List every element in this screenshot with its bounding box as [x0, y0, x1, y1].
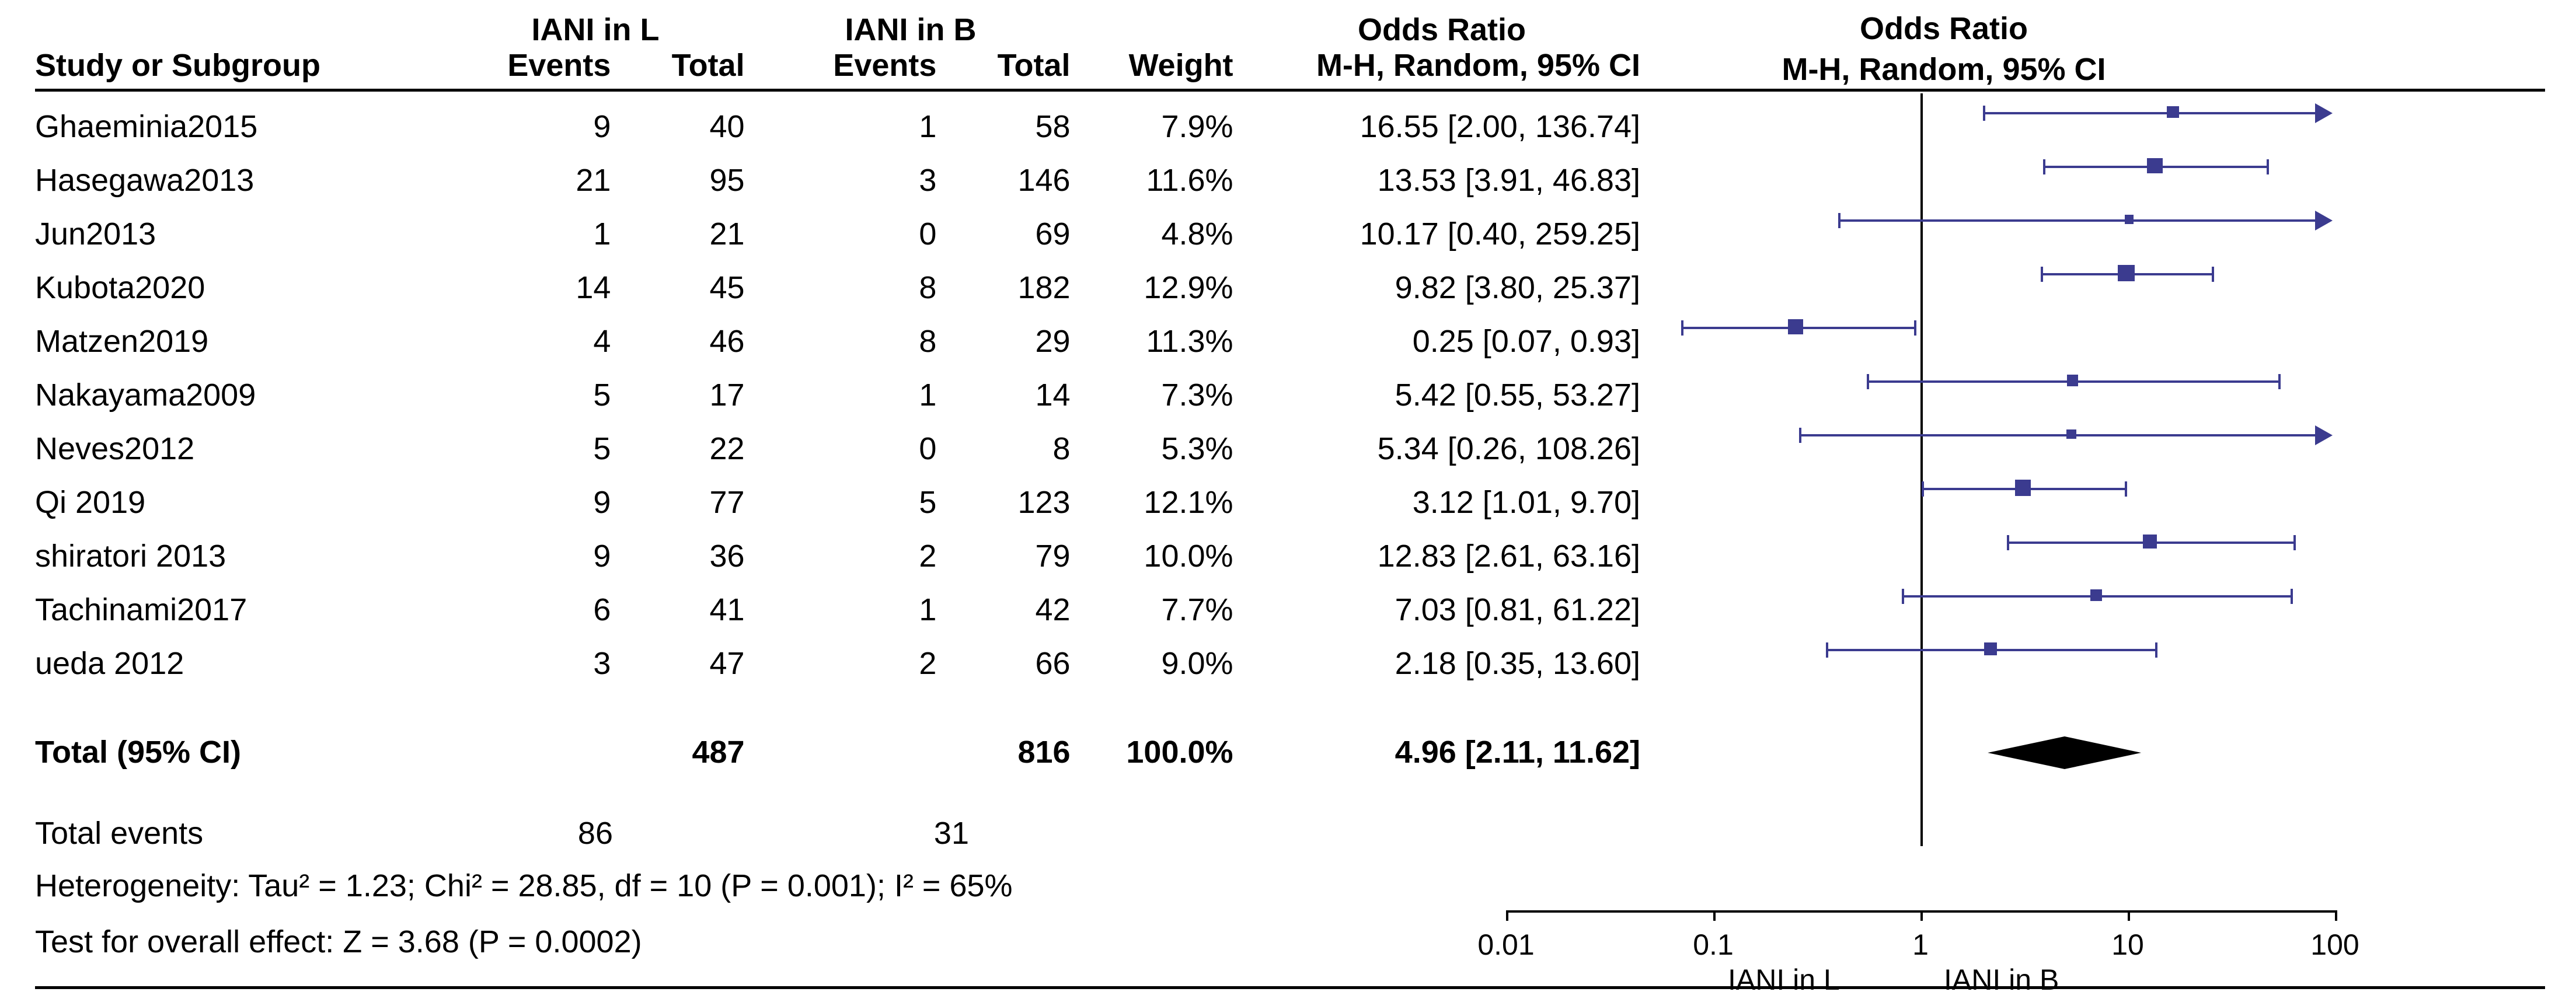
group-header-row — [35, 12, 1646, 48]
effect-size-marker — [2125, 215, 2134, 224]
effect-size-marker — [1788, 319, 1803, 334]
cell-or-ci: 5.34 [0.26, 108.26] — [1377, 431, 1641, 466]
effect-size-marker — [2143, 535, 2157, 549]
ci-arrow-right — [2315, 103, 2333, 123]
table-row — [35, 212, 1646, 256]
cell-or-ci: 13.53 [3.91, 46.83] — [1377, 163, 1641, 198]
group-header-ianil: IANI in L — [531, 12, 660, 47]
x-axis-tick-label: 0.01 — [1477, 928, 1535, 961]
cell-or-ci: 12.83 [2.61, 63.16] — [1377, 539, 1641, 574]
table-row — [35, 481, 1646, 524]
ci-cap-left — [1922, 481, 1924, 497]
cell-study: Ghaeminia2015 — [35, 109, 258, 144]
ci-cap-left — [1799, 428, 1801, 443]
column-header-row — [35, 48, 1646, 86]
cell-weight: 100.0% — [1126, 735, 1233, 770]
cell-weight: 7.9% — [1161, 109, 1233, 144]
group-header-weight-blank — [1074, 12, 1238, 48]
overall-effect-note: Test for overall effect: Z = 3.68 (P = 0.0002) — [35, 924, 642, 959]
cell-total-b: 42 — [1035, 592, 1071, 627]
ci-arrow-right — [2315, 211, 2333, 230]
group-header-blank — [35, 12, 444, 48]
col-weight: Weight — [1128, 48, 1233, 83]
col-total-l: Total — [671, 48, 745, 83]
cell-total-l: 77 — [709, 485, 745, 520]
ci-cap-right — [2293, 535, 2296, 550]
effect-size-marker — [1984, 642, 1997, 655]
cell-weight: 7.3% — [1161, 378, 1233, 413]
table-row — [35, 535, 1646, 578]
cell-study: Total (95% CI) — [35, 735, 242, 770]
table-row — [35, 731, 1646, 774]
cell-weight: 9.0% — [1161, 646, 1233, 681]
group-header-ianib: IANI in B — [845, 12, 977, 47]
col-study: Study or Subgroup — [35, 48, 320, 83]
cell-study: Kubota2020 — [35, 270, 205, 305]
ci-cap-left — [1983, 106, 1985, 121]
table-row — [35, 588, 1646, 631]
x-axis-tick-label: 1 — [1912, 928, 1929, 961]
cell-total-b: 29 — [1035, 324, 1071, 359]
cell-events-b: 2 — [919, 646, 937, 681]
table-row — [35, 159, 1646, 202]
ci-cap-left — [1838, 213, 1841, 228]
cell-or-ci: 16.55 [2.00, 136.74] — [1360, 109, 1641, 144]
cell-total-l: 45 — [709, 270, 745, 305]
cell-total-b: 123 — [1017, 485, 1071, 520]
ci-cap-left — [1681, 320, 1683, 336]
col-events-l: Events — [507, 48, 611, 83]
heterogeneity-note: Heterogeneity: Tau² = 1.23; Chi² = 28.85, df = 10 (P = 0.001); I² = 65% — [35, 868, 1013, 903]
x-axis-tick — [2128, 910, 2130, 921]
ci-cap-left — [1902, 589, 1904, 604]
cell-events-l: 5 — [593, 378, 611, 413]
ci-cap-left — [1867, 374, 1869, 389]
cell-total-l: 22 — [709, 431, 745, 466]
effect-size-marker — [2167, 106, 2179, 118]
cell-weight: 7.7% — [1161, 592, 1233, 627]
cell-total-b: 69 — [1035, 216, 1071, 252]
effect-size-marker — [2015, 480, 2031, 495]
ci-cap-right — [2267, 159, 2269, 174]
confidence-interval-line — [1838, 219, 2315, 222]
cell-total-b: 146 — [1017, 163, 1071, 198]
cell-weight: 11.3% — [1146, 324, 1233, 359]
cell-study: Qi 2019 — [35, 485, 146, 520]
ci-cap-left — [2041, 267, 2043, 282]
cell-weight: 12.9% — [1144, 270, 1233, 305]
cell-or-ci: 2.18 [0.35, 13.60] — [1395, 646, 1641, 681]
axis-label-left: IANI in L — [1728, 963, 1840, 996]
group-header-oddsratio: Odds Ratio — [1357, 12, 1526, 47]
table-row — [35, 642, 1646, 685]
cell-events-l: 4 — [593, 324, 611, 359]
cell-or-ci: 4.96 [2.11, 11.62] — [1395, 735, 1641, 770]
ci-cap-left — [2043, 159, 2045, 174]
cell-total-b: 66 — [1035, 646, 1071, 681]
cell-total-b: 182 — [1017, 270, 1071, 305]
cell-total-b: 8 — [1052, 431, 1071, 466]
col-events-b: Events — [833, 48, 937, 83]
cell-study: Neves2012 — [35, 431, 195, 466]
effect-size-marker — [2118, 265, 2135, 282]
cell-total-l: 36 — [709, 539, 745, 574]
cell-events-b: 1 — [919, 109, 937, 144]
x-axis-tick-label: 100 — [2310, 928, 2359, 961]
plot-subtitle: M-H, Random, 95% CI — [1782, 52, 2106, 87]
x-axis-tick-label: 10 — [2111, 928, 2144, 961]
x-axis-tick-label: 0.1 — [1693, 928, 1734, 961]
x-axis-tick — [1713, 910, 1716, 921]
cell-or-ci: 3.12 [1.01, 9.70] — [1412, 485, 1641, 520]
cell-events-b: 3 — [919, 163, 937, 198]
cell-events-b: 2 — [919, 539, 937, 574]
cell-events-b: 5 — [919, 485, 937, 520]
axis-label-right: IANI in B — [1944, 963, 2059, 996]
cell-events-b: 1 — [919, 378, 937, 413]
cell-total-l: 487 — [692, 735, 745, 770]
cell-total-l: 17 — [709, 378, 745, 413]
cell-study: Jun2013 — [35, 216, 156, 252]
total-events-row — [35, 815, 969, 851]
ci-cap-left — [1826, 642, 1828, 658]
cell-or-ci: 0.25 [0.07, 0.93] — [1412, 324, 1641, 359]
cell-events-l: 1 — [593, 216, 611, 252]
cell-total-l: 41 — [709, 592, 745, 627]
cell-total-l: 47 — [709, 646, 745, 681]
cell-total-b: 14 — [1035, 378, 1071, 413]
col-total-b: Total — [997, 48, 1071, 83]
confidence-interval-line — [1983, 112, 2315, 114]
table-row — [35, 427, 1646, 470]
cell-events-b: 1 — [919, 592, 937, 627]
ci-cap-right — [2155, 642, 2157, 658]
effect-size-marker — [2066, 429, 2076, 439]
x-axis-tick — [2335, 910, 2337, 921]
ci-cap-right — [2212, 267, 2214, 282]
cell-events-l: 6 — [593, 592, 611, 627]
cell-total-b: 58 — [1035, 109, 1071, 144]
results-table — [35, 12, 1646, 86]
cell-weight: 11.6% — [1146, 163, 1233, 198]
plot-title: Odds Ratio — [1859, 11, 2028, 46]
cell-weight: 4.8% — [1161, 216, 1233, 252]
cell-weight: 5.3% — [1161, 431, 1233, 466]
ci-arrow-right — [2315, 425, 2333, 445]
cell-study: Tachinami2017 — [35, 592, 248, 627]
x-axis-tick — [1506, 910, 1508, 921]
cell-total-b: 816 — [1017, 735, 1071, 770]
cell-or-ci: 10.17 [0.40, 259.25] — [1360, 216, 1641, 252]
cell-events-l: 5 — [593, 431, 611, 466]
cell-study: ueda 2012 — [35, 646, 184, 681]
effect-size-marker — [2090, 589, 2102, 601]
cell-total-l: 95 — [709, 163, 745, 198]
null-effect-line — [1920, 93, 1923, 846]
cell-events-b: 8 — [919, 324, 937, 359]
cell-total-l: 46 — [709, 324, 745, 359]
ci-cap-right — [2125, 481, 2127, 497]
cell-study: Matzen2019 — [35, 324, 209, 359]
cell-weight: 12.1% — [1144, 485, 1233, 520]
table-row — [35, 266, 1646, 309]
total-events-b: 31 — [933, 816, 969, 851]
col-or-ci: M-H, Random, 95% CI — [1316, 48, 1641, 83]
table-row — [35, 373, 1646, 417]
cell-events-l: 9 — [593, 109, 611, 144]
confidence-interval-line — [1799, 434, 2315, 436]
cell-total-l: 21 — [709, 216, 745, 252]
cell-or-ci: 7.03 [0.81, 61.22] — [1395, 592, 1641, 627]
cell-study: Nakayama2009 — [35, 378, 256, 413]
cell-events-l: 9 — [593, 539, 611, 574]
total-events-l: 86 — [577, 816, 613, 851]
total-events-label: Total events — [35, 816, 204, 851]
cell-events-l: 14 — [576, 270, 611, 305]
ci-cap-left — [2007, 535, 2009, 550]
cell-events-l: 21 — [576, 163, 611, 198]
cell-weight: 10.0% — [1144, 539, 1233, 574]
cell-total-l: 40 — [709, 109, 745, 144]
ci-cap-right — [2278, 374, 2281, 389]
cell-study: Hasegawa2013 — [35, 163, 255, 198]
effect-size-marker — [2147, 158, 2163, 174]
cell-events-b: 0 — [919, 216, 937, 252]
table-row — [35, 320, 1646, 363]
cell-study: shiratori 2013 — [35, 539, 226, 574]
cell-events-l: 3 — [593, 646, 611, 681]
summary-diamond — [1988, 736, 2141, 769]
cell-events-b: 8 — [919, 270, 937, 305]
table-row — [35, 105, 1646, 148]
cell-or-ci: 9.82 [3.80, 25.37] — [1395, 270, 1641, 305]
ci-cap-right — [2291, 589, 2293, 604]
cell-events-l: 9 — [593, 485, 611, 520]
x-axis-tick — [1920, 910, 1923, 921]
cell-or-ci: 5.42 [0.55, 53.27] — [1395, 378, 1641, 413]
cell-events-b: 0 — [919, 431, 937, 466]
cell-total-b: 79 — [1035, 539, 1071, 574]
ci-cap-right — [1914, 320, 1916, 336]
effect-size-marker — [2067, 375, 2079, 386]
